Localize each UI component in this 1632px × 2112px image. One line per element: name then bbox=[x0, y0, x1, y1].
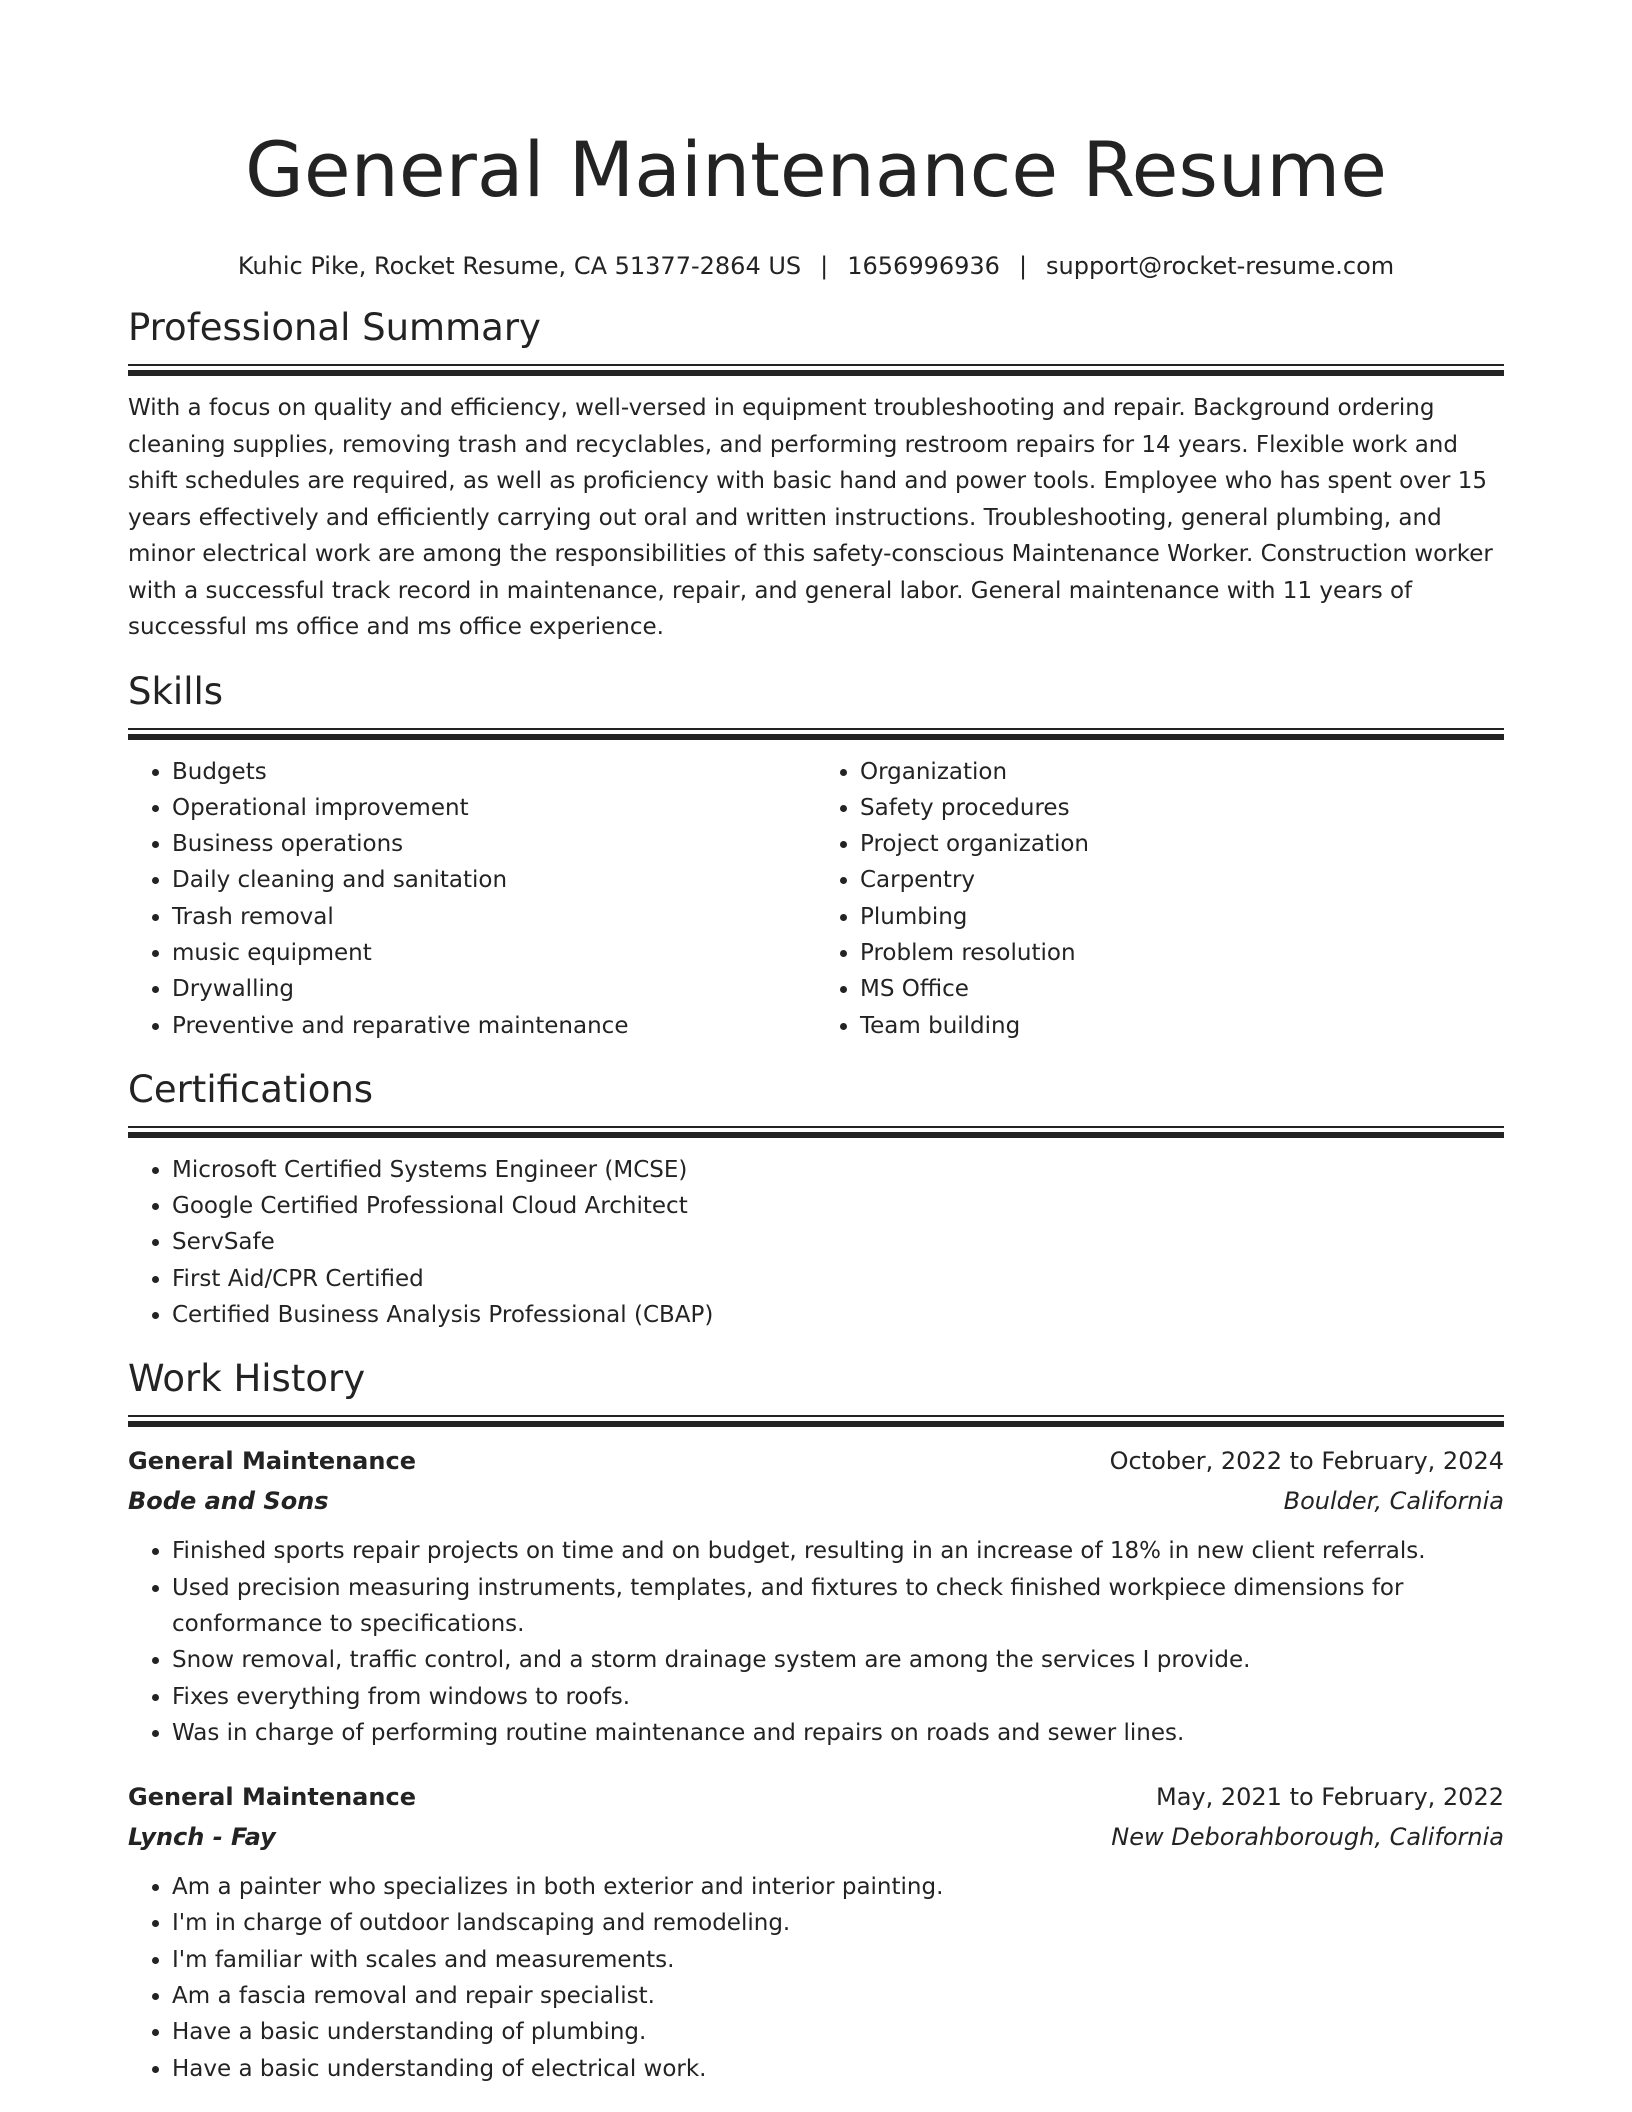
job-company: Lynch - Fay bbox=[128, 1823, 276, 1852]
skill-item: • Problem resolution bbox=[860, 935, 1504, 971]
job-bullet: • Snow removal, traffic control, and a storm drainage system are among the services I provide. bbox=[172, 1642, 1504, 1678]
job-bullet: • Finished sports repair projects on time and on budget, resulting in an increase of 18% in new client referrals. bbox=[172, 1533, 1504, 1569]
skill-item: • Drywalling bbox=[172, 971, 816, 1007]
job-bullet: • I'm in charge of outdoor landscaping and remodeling. bbox=[172, 1905, 1504, 1941]
section-divider bbox=[128, 1415, 1504, 1427]
skill-item: • Organization bbox=[860, 754, 1504, 790]
skill-item: • Safety procedures bbox=[860, 790, 1504, 826]
job-dates: May, 2021 to February, 2022 bbox=[1156, 1783, 1504, 1812]
certifications-list bbox=[128, 1152, 1504, 1333]
summary-text: With a focus on quality and efficiency, well-versed in equipment troubleshooting and repair. Background ordering cleaning supplies, removing trash and recyclables, and performing restroom repairs for 14 years. Flexible work and shift schedules are required, as well as proficiency with basic hand and power tools. Employee who has spent over 15 years effectively and efficiently carrying out oral and written instructions. Troubleshooting, general plumbing, and minor electrical work are among the responsibilities of this safety-conscious Maintenance Worker. Construction worker with a successful track record in maintenance, repair, and general labor. General maintenance with 11 years of successful ms office and ms office experience. bbox=[128, 395, 1493, 640]
skill-item: • Carpentry bbox=[860, 862, 1504, 898]
job-company: Bode and Sons bbox=[128, 1487, 329, 1516]
contact-address: Kuhic Pike, Rocket Resume, CA 51377-2864 US bbox=[237, 252, 802, 280]
job-bullet: • Was in charge of performing routine maintenance and repairs on roads and sewer lines. bbox=[172, 1715, 1504, 1751]
job-location: New Deborahborough, California bbox=[1111, 1823, 1504, 1852]
job-bullet: • Have a basic understanding of plumbing. bbox=[172, 2014, 1504, 2050]
certification-item: • Microsoft Certified Systems Engineer (MCSE) bbox=[172, 1152, 1504, 1188]
job-location: Boulder, California bbox=[1283, 1487, 1504, 1516]
contact-phone: 1656996936 bbox=[847, 252, 1000, 280]
skill-item: • Operational improvement bbox=[172, 790, 816, 826]
job-bullet: • Used precision measuring instruments, templates, and fixtures to check finished workpiece dimensions for conformance to specifications. bbox=[172, 1570, 1504, 1643]
skill-item: • MS Office bbox=[860, 971, 1504, 1007]
job-company-row bbox=[128, 1481, 1504, 1521]
work-history-section bbox=[128, 1355, 1504, 2087]
job-entry bbox=[128, 1777, 1504, 2087]
certification-item: • Google Certified Professional Cloud Architect bbox=[172, 1188, 1504, 1224]
contact-email: support@rocket-resume.com bbox=[1046, 252, 1395, 280]
section-divider bbox=[128, 1126, 1504, 1138]
skills-list-left bbox=[128, 754, 816, 1044]
skill-item: • Trash removal bbox=[172, 899, 816, 935]
skills-grid bbox=[128, 754, 1504, 1044]
skill-item: • Preventive and reparative maintenance bbox=[172, 1008, 816, 1044]
job-header-row bbox=[128, 1441, 1504, 1481]
job-header-row bbox=[128, 1777, 1504, 1817]
contact-separator: | bbox=[1018, 252, 1028, 280]
work-history-heading: Work History bbox=[128, 1357, 366, 1401]
job-company-row bbox=[128, 1817, 1504, 1857]
summary-section bbox=[128, 304, 1504, 646]
job-title: General Maintenance bbox=[128, 1447, 416, 1476]
resume-page bbox=[128, 0, 1504, 2087]
resume-title: General Maintenance Resume bbox=[245, 125, 1387, 214]
skill-item: • Plumbing bbox=[860, 899, 1504, 935]
certifications-heading: Certifications bbox=[128, 1067, 374, 1111]
job-bullet: • I'm familiar with scales and measurements. bbox=[172, 1942, 1504, 1978]
skills-heading: Skills bbox=[128, 669, 224, 713]
job-bullet: • Have a basic understanding of electrical work. bbox=[172, 2051, 1504, 2087]
skills-section bbox=[128, 668, 1504, 1044]
certification-item: • ServSafe bbox=[172, 1224, 1504, 1260]
contact-line bbox=[128, 250, 1504, 282]
summary-heading: Professional Summary bbox=[128, 306, 541, 349]
job-title: General Maintenance bbox=[128, 1783, 416, 1812]
skill-item: • Daily cleaning and sanitation bbox=[172, 862, 816, 898]
job-bullets bbox=[128, 1869, 1504, 2087]
job-entry bbox=[128, 1441, 1504, 1751]
contact-separator: | bbox=[820, 252, 829, 280]
skill-item: • Budgets bbox=[172, 754, 816, 790]
section-divider bbox=[128, 728, 1504, 740]
certification-item: • First Aid/CPR Certified bbox=[172, 1261, 1504, 1297]
skill-item: • Business operations bbox=[172, 826, 816, 862]
skill-item: • Team building bbox=[860, 1008, 1504, 1044]
skill-item: • music equipment bbox=[172, 935, 816, 971]
certification-item: • Certified Business Analysis Professional (CBAP) bbox=[172, 1297, 1504, 1333]
section-divider bbox=[128, 364, 1504, 376]
job-bullet: • Fixes everything from windows to roofs. bbox=[172, 1679, 1504, 1715]
skill-item: • Project organization bbox=[860, 826, 1504, 862]
job-dates: October, 2022 to February, 2024 bbox=[1109, 1447, 1504, 1476]
job-bullet: • Am a fascia removal and repair specialist. bbox=[172, 1978, 1504, 2014]
job-bullets bbox=[128, 1533, 1504, 1751]
certifications-section bbox=[128, 1066, 1504, 1333]
job-bullet: • Am a painter who specializes in both exterior and interior painting. bbox=[172, 1869, 1504, 1905]
skills-list-right bbox=[816, 754, 1504, 1044]
